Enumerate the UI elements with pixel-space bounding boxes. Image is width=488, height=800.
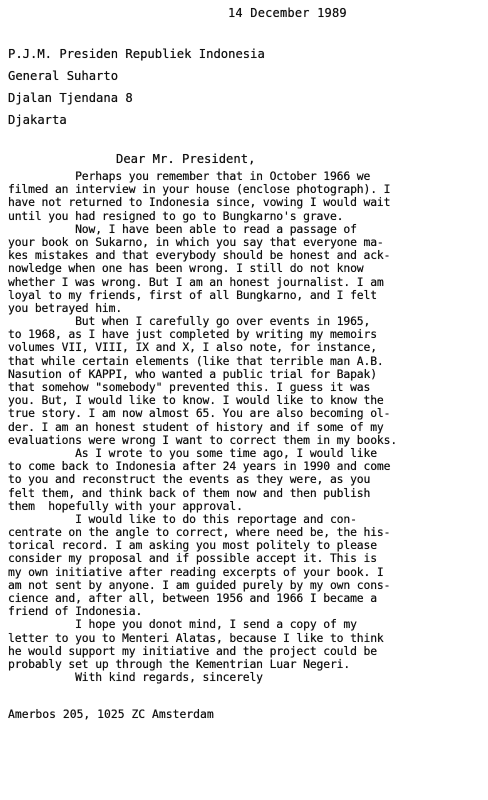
body-line: until you had resigned to go to Bungkarno's grave.	[8, 208, 344, 223]
body-line: friend of Indonesia.	[8, 604, 143, 619]
recipient-line-3: Djalan Tjendana 8	[8, 91, 133, 105]
body-line: he would support my initiative and the project could be	[8, 643, 377, 658]
body-line: Nasution of KAPPI, who wanted a public trial for Bapak)	[8, 366, 377, 381]
body-line: der. I am an honest student of history and if some of my	[8, 419, 384, 434]
body-line: whether I was wrong. But I am an honest journalist. I am	[8, 274, 384, 289]
body-line: to 1968, as I have just completed by writing my memoirs	[8, 327, 377, 342]
body-line: probably set up through the Kementrian Luar Negeri.	[8, 656, 351, 671]
body-line: filmed an interview in your house (enclose photograph). I	[8, 182, 391, 197]
body-line: torical record. I am asking you most politely to please	[8, 538, 377, 553]
letter-body	[8, 170, 488, 684]
body-line: have not returned to Indonesia since, vowing I would wait	[8, 195, 391, 210]
body-line: my own initiative after reading excerpts of your book. I	[8, 564, 384, 579]
body-line: I hope you donot mind, I send a copy of my	[8, 617, 357, 632]
body-line: With kind regards, sincerely	[8, 670, 263, 685]
body-line: that somehow "somebody" prevented this. I guess it was	[8, 380, 371, 394]
body-line: As I wrote to you some time ago, I would like	[8, 445, 377, 460]
body-line: am not sent by anyone. I am guided purely by my own cons-	[8, 577, 391, 592]
body-line: letter to you to Menteri Alatas, because I like to think	[8, 630, 384, 645]
body-line: evaluations were wrong I want to correct them in my books.	[8, 432, 398, 447]
body-line: to come back to Indonesia after 24 years in 1990 and come	[8, 459, 391, 474]
body-line: centrate on the angle to correct, where need be, the his-	[8, 525, 391, 540]
recipient-line-2: General Suharto	[8, 69, 119, 83]
body-line: loyal to my friends, first of all Bungkarno, and I felt	[8, 287, 377, 302]
body-line: felt them, and think back of them now and then publish	[8, 485, 371, 500]
body-line: that while certain elements (like that terrible man A.B.	[8, 353, 384, 368]
salutation: Dear Mr. President,	[116, 152, 256, 166]
body-line: Perhaps you remember that in October 1966 we	[8, 169, 371, 183]
body-line: to you and reconstruct the events as they were, as you	[8, 472, 371, 487]
body-line: true story. I am now almost 65. You are also becoming ol-	[8, 406, 391, 421]
body-line: cience and, after all, between 1956 and 1966 I became a	[8, 591, 377, 605]
body-line: your book on Sukarno, in which you say that everyone ma-	[8, 234, 384, 249]
body-line: you betrayed him.	[8, 300, 123, 315]
body-line: nowledge when one has been wrong. I still do not know	[8, 261, 364, 276]
body-line: I would like to do this reportage and con-	[8, 511, 357, 526]
body-line: volumes VII, VIII, IX and X, I also note, for instance,	[8, 340, 377, 355]
body-line: consider my proposal and if possible accept it. This is	[8, 551, 377, 566]
recipient-line-1: P.J.M. Presiden Republiek Indonesia	[8, 47, 265, 61]
letter-date: 14 December 1989	[228, 6, 347, 20]
body-line: Now, I have been able to read a passage of	[8, 221, 357, 236]
body-line: them hopefully with your approval.	[8, 498, 243, 513]
body-line: you. But, I would like to know. I would like to know the	[8, 393, 384, 408]
sender-address: Amerbos 205, 1025 ZC Amsterdam	[8, 707, 214, 721]
recipient-line-4: Djakarta	[8, 113, 67, 127]
body-line: kes mistakes and that everybody should be honest and ack-	[8, 248, 391, 263]
body-line: But when I carefully go over events in 1965,	[8, 314, 371, 329]
